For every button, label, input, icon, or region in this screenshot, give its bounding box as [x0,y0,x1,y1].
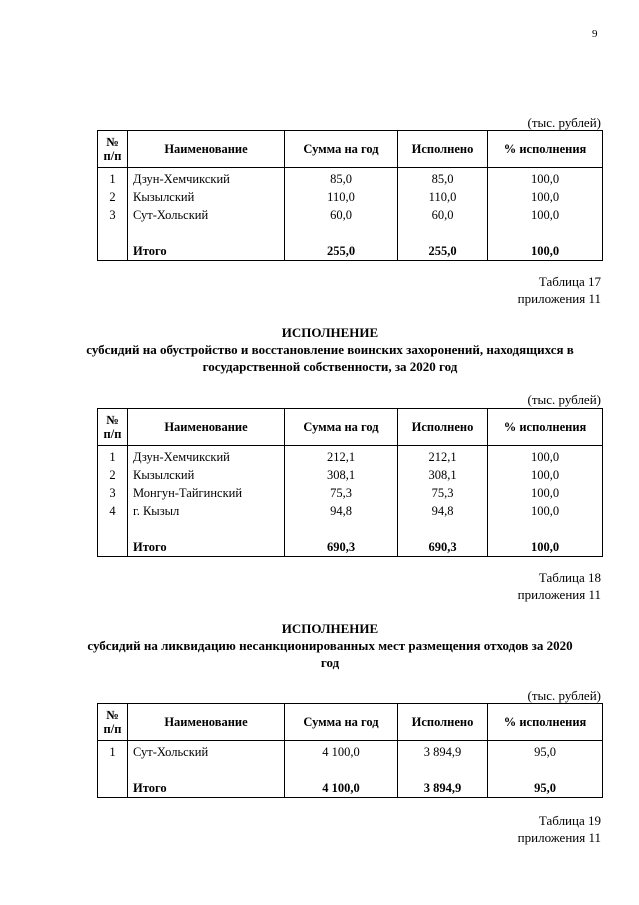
cell-done [398,446,488,557]
table-body-row [98,168,603,261]
table-19-label: Таблица 19 приложения 11 [517,813,601,845]
row-pct: 100,0 [530,468,560,482]
row-name: Монгун-Тайгинский [133,486,243,500]
total-done: 3 894,9 [423,781,462,795]
header-done: Исполнено [398,704,488,741]
row-done: 94,8 [431,504,454,518]
header-plan: Сумма на год [285,131,398,168]
cell-name [128,168,285,261]
header-name: Наименование [128,409,285,446]
row-n: 1 [109,745,116,759]
total-pct: 100,0 [530,540,560,554]
header-done: Исполнено [398,131,488,168]
row-plan: 212,1 [326,450,356,464]
row-pct: 100,0 [530,504,560,518]
row-name: Кызылский [133,190,195,204]
row-pct: 100,0 [530,208,560,222]
row-n: 3 [109,486,116,500]
table-3 [97,703,603,798]
row-pct: 100,0 [530,486,560,500]
row-plan: 308,1 [326,468,356,482]
section-2-heading: ИСПОЛНЕНИЕ субсидий на обустройство и восстановление воинских захоронений, находящихся в государственной собственности, за 2020 год [86,325,574,374]
row-name: Кызылский [133,468,195,482]
row-name: Дзун-Хемчикский [133,450,230,464]
cell-done [398,741,488,798]
total-done: 255,0 [428,244,457,258]
row-n: 2 [109,190,116,204]
header-name: Наименование [128,704,285,741]
cell-num [98,741,128,798]
row-done: 110,0 [428,190,457,204]
header-pct: % исполнения [488,409,603,446]
header-num: № п/п [98,131,128,168]
row-n: 4 [109,504,116,518]
row-done: 85,0 [431,172,454,186]
table-17-label: Таблица 17 приложения 11 [517,274,601,306]
cell-plan [285,446,398,557]
table-body-row [98,446,603,557]
header-num: № п/п [98,704,128,741]
row-name: Сут-Хольский [133,745,209,759]
row-done: 3 894,9 [423,745,462,759]
table-18-label: Таблица 18 приложения 11 [517,570,601,602]
row-done: 60,0 [431,208,454,222]
row-done: 308,1 [428,468,457,482]
unit-label: (тыс. рублей) [527,115,601,130]
row-n: 1 [109,172,116,186]
row-name: Сут-Хольский [133,208,209,222]
total-pct: 95,0 [534,781,556,795]
unit-label: (тыс. рублей) [527,688,601,703]
total-name: Итого [133,244,167,258]
row-plan: 110,0 [327,190,355,204]
cell-plan [285,741,398,798]
header-name: Наименование [128,131,285,168]
row-n: 1 [109,450,116,464]
table-2 [97,408,603,557]
cell-num [98,168,128,261]
row-pct: 100,0 [530,190,560,204]
total-plan: 255,0 [326,244,356,258]
row-pct: 100,0 [530,172,560,186]
cell-done [398,168,488,261]
table-header-row [98,409,603,446]
row-name: г. Кызыл [133,504,180,518]
table-header-row [98,704,603,741]
table-body-row [98,741,603,798]
total-done: 690,3 [428,540,457,554]
total-name: Итого [133,781,167,795]
row-pct: 95,0 [534,745,556,759]
row-plan: 75,3 [330,486,352,500]
header-plan: Сумма на год [285,409,398,446]
cell-name [128,446,285,557]
cell-pct [488,741,603,798]
cell-pct [488,446,603,557]
total-pct: 100,0 [530,244,560,258]
header-num: № п/п [98,409,128,446]
row-plan: 60,0 [330,208,352,222]
cell-num [98,446,128,557]
cell-plan [285,168,398,261]
section-3-heading: ИСПОЛНЕНИЕ субсидий на ликвидацию несанкционированных мест размещения отходов за 2020 год [87,621,573,670]
header-pct: % исполнения [488,704,603,741]
page-number: 9 [592,28,598,40]
table-1 [97,130,603,261]
row-plan: 94,8 [330,504,352,518]
total-name: Итого [133,540,167,554]
row-n: 2 [109,468,116,482]
header-done: Исполнено [398,409,488,446]
unit-label: (тыс. рублей) [527,392,601,407]
row-plan: 85,0 [330,172,352,186]
row-pct: 100,0 [530,450,560,464]
row-n: 3 [109,208,116,222]
cell-name [128,741,285,798]
row-done: 75,3 [431,486,454,500]
row-done: 212,1 [428,450,457,464]
cell-pct [488,168,603,261]
row-plan: 4 100,0 [322,745,360,759]
table-header-row [98,131,603,168]
total-plan: 690,3 [326,540,356,554]
row-name: Дзун-Хемчикский [133,172,230,186]
header-plan: Сумма на год [285,704,398,741]
header-pct: % исполнения [488,131,603,168]
total-plan: 4 100,0 [322,781,360,795]
